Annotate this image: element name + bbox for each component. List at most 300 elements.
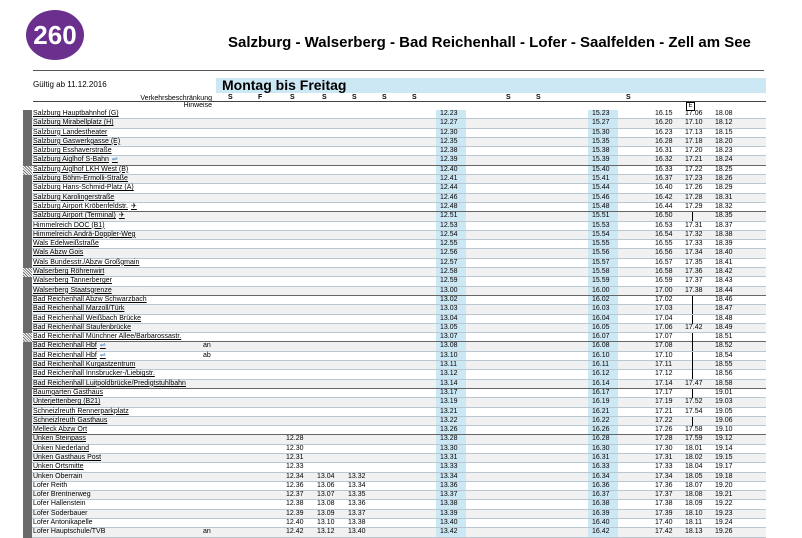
- airport-icon: ✈: [130, 202, 137, 210]
- zone-strip: [23, 445, 32, 454]
- departure-time: 19.01: [715, 388, 733, 396]
- departure-time: 17.12: [655, 370, 673, 378]
- departure-time: 18.24: [715, 156, 733, 164]
- stop-name: Wals Abzw Gois: [33, 249, 84, 257]
- departure-time: 17.28: [685, 193, 703, 201]
- table-row: [23, 212, 766, 221]
- table-row: [23, 482, 766, 491]
- stop-name: Salzburg Airport Kröbenfeldstr. ✈: [33, 202, 137, 210]
- restriction-code: S: [290, 94, 295, 101]
- departure-time: 12.42: [286, 528, 304, 536]
- stop-name: Salzburg Airport (Terminal) ✈: [33, 212, 125, 220]
- departure-time: 15.23: [592, 110, 610, 117]
- table-row: [23, 129, 766, 138]
- stop-name: Salzburg Esshaverstraße: [33, 147, 112, 155]
- departure-time: 13.31: [440, 453, 458, 461]
- zone-strip: [23, 259, 32, 268]
- stop-name: Bad Reichenhall Kurgastzentrum: [33, 361, 136, 369]
- departure-time: 18.54: [715, 351, 733, 359]
- table-row: [23, 231, 766, 240]
- departure-time: 13.19: [440, 398, 458, 406]
- departure-time: 17.20: [685, 147, 703, 155]
- stop-name: Bad Reichenhall Hbf ⇌: [33, 342, 106, 350]
- departure-time: 18.41: [715, 258, 733, 266]
- departure-time: 15.54: [592, 230, 610, 238]
- departure-time: 13.14: [440, 379, 458, 387]
- departure-time: 18.40: [715, 249, 733, 257]
- departure-time: 17.29: [685, 202, 703, 210]
- table-row: [23, 463, 766, 472]
- zone-strip: [23, 268, 32, 277]
- departure-time: 15.38: [592, 147, 610, 155]
- stop-name: Salzburg Hauptbahnhof (G): [33, 110, 119, 117]
- departure-time: 18.13: [685, 528, 703, 536]
- table-row: [23, 166, 766, 175]
- departure-time: 13.38: [348, 519, 366, 527]
- table-row: [23, 445, 766, 454]
- zone-strip: [23, 519, 32, 528]
- no-stop-line: [692, 352, 693, 361]
- stop-name: Unken Steinpass: [33, 435, 86, 443]
- departure-time: 19.05: [715, 407, 733, 415]
- stop-name: Salzburg Karolingerstraße: [33, 193, 115, 201]
- departure-time: 12.58: [440, 268, 458, 276]
- departure-time: 18.38: [715, 230, 733, 238]
- departure-time: 16.23: [655, 128, 673, 136]
- restriction-code: S: [626, 94, 631, 101]
- departure-time: 19.12: [715, 435, 733, 443]
- departure-time: 12.33: [286, 463, 304, 471]
- departure-time: 17.13: [685, 128, 703, 136]
- departure-time: 12.57: [440, 258, 458, 266]
- departure-time: 16.42: [592, 528, 610, 536]
- stop-name: Lofer Reith: [33, 481, 68, 489]
- departure-time: 17.26: [655, 426, 673, 434]
- departure-time: 16.14: [592, 379, 610, 387]
- departure-time: 12.48: [440, 202, 458, 210]
- departure-time: 13.37: [348, 509, 366, 517]
- no-stop-line: [692, 305, 693, 314]
- departure-time: 18.04: [685, 463, 703, 471]
- valid-from: Gültig ab 11.12.2016: [33, 80, 107, 89]
- departure-time: 13.08: [440, 342, 458, 350]
- departure-time: 13.02: [440, 295, 458, 303]
- no-stop-line: [692, 389, 693, 398]
- departure-time: 18.37: [715, 221, 733, 229]
- departure-time: 17.38: [655, 500, 673, 508]
- departure-time: 12.56: [440, 249, 458, 257]
- stop-name: Salzburg Böhm-Ermolli-Straße: [33, 175, 128, 183]
- zone-strip: [23, 491, 32, 500]
- stop-name: Schneizlreuth Gasthaus: [33, 416, 108, 424]
- table-row: [23, 342, 766, 351]
- airport-icon: ✈: [118, 212, 125, 220]
- departure-time: 13.11: [440, 361, 457, 369]
- restriction-code: S: [228, 94, 233, 101]
- stop-name: Baumgarten Gasthaus: [33, 388, 104, 396]
- zone-strip: [23, 482, 32, 491]
- departure-time: 13.39: [440, 509, 458, 517]
- departure-time: 16.42: [655, 193, 673, 201]
- departure-time: 12.30: [440, 128, 458, 136]
- departure-time: 16.28: [592, 435, 610, 443]
- stop-name: Schneizlreuth Rennerparkplatz: [33, 407, 129, 415]
- departure-time: 17.02: [655, 295, 673, 303]
- departure-time: 18.46: [715, 295, 733, 303]
- departure-time: 13.32: [348, 472, 366, 480]
- table-row: [23, 398, 766, 407]
- departure-time: 19.24: [715, 519, 733, 527]
- departure-time: 17.34: [685, 249, 703, 257]
- departure-time: 16.37: [592, 491, 610, 499]
- stop-name: Lofer Hauptschule/TVB: [33, 528, 106, 536]
- no-stop-line: [692, 342, 693, 351]
- departure-time: 13.07: [317, 491, 335, 499]
- departure-time: 12.28: [286, 435, 304, 443]
- table-row: [23, 500, 766, 509]
- departure-time: 17.36: [655, 481, 673, 489]
- departure-time: 13.37: [440, 491, 458, 499]
- departure-time: 16.00: [592, 286, 610, 294]
- notes-header: Hinweise: [183, 102, 212, 109]
- zone-strip: [23, 222, 32, 231]
- departure-time: 15.56: [592, 249, 610, 257]
- departure-time: 16.36: [592, 481, 610, 489]
- departure-time: 15.44: [592, 184, 610, 192]
- route-title: Salzburg - Walserberg - Bad Reichenhall - Lofer - Saalfelden - Zell am See: [228, 34, 751, 51]
- zone-strip: [23, 370, 32, 379]
- zone-strip: [23, 361, 32, 370]
- departure-time: 17.08: [655, 342, 673, 350]
- zone-strip: [23, 138, 32, 147]
- departure-time: 18.05: [685, 472, 703, 480]
- zone-strip: [23, 277, 32, 286]
- table-row: [23, 389, 766, 398]
- departure-time: 13.34: [348, 481, 366, 489]
- table-row: [23, 380, 766, 389]
- departure-time: 15.46: [592, 193, 610, 201]
- departure-time: 16.31: [655, 147, 673, 155]
- stop-name: Salzburg Landestheater: [33, 128, 108, 136]
- departure-time: 12.23: [440, 110, 458, 117]
- departure-time: 18.35: [715, 212, 733, 220]
- departure-time: 17.58: [685, 426, 703, 434]
- departure-time: 18.29: [715, 184, 733, 192]
- departure-time: 17.36: [685, 268, 703, 276]
- departure-time: 16.28: [655, 137, 673, 145]
- departure-time: 16.54: [655, 230, 673, 238]
- departure-time: 12.38: [286, 500, 304, 508]
- zone-strip: [23, 315, 32, 324]
- departure-time: 12.39: [440, 156, 458, 164]
- departure-time: 13.12: [317, 528, 335, 536]
- table-row: [23, 491, 766, 500]
- departure-time: 16.10: [592, 351, 610, 359]
- departure-time: 13.22: [440, 416, 458, 424]
- stop-name: Himmelreich DOC (B1): [33, 221, 105, 229]
- table-row: [23, 203, 766, 212]
- table-row: [23, 268, 766, 277]
- departure-time: 17.39: [655, 509, 673, 517]
- departure-time: 17.00: [655, 286, 673, 294]
- departure-time: 19.06: [715, 416, 733, 424]
- table-row: [23, 510, 766, 519]
- header-rule: [33, 70, 764, 71]
- departure-time: 13.40: [440, 519, 458, 527]
- stop-name: Wals Edelweißstraße: [33, 240, 99, 248]
- zone-strip: [23, 296, 32, 305]
- table-row: [23, 361, 766, 370]
- stop-name: Bad Reichenhall Hbf ⇌: [33, 351, 106, 359]
- departure-time: 18.23: [715, 147, 733, 155]
- departure-time: 13.17: [440, 388, 458, 396]
- stop-name: Salzburg Mirabellplatz (H): [33, 119, 114, 127]
- departure-time: 12.27: [440, 119, 458, 127]
- departure-time: 19.21: [715, 491, 733, 499]
- zone-strip: [23, 305, 32, 314]
- departure-time: 12.53: [440, 221, 458, 229]
- table-row: [23, 370, 766, 379]
- departure-time: 13.38: [440, 500, 458, 508]
- stop-name: Walserberg Tannerberger: [33, 277, 112, 285]
- departure-time: 18.39: [715, 240, 733, 248]
- table-row: [23, 324, 766, 333]
- departure-time: 18.25: [715, 165, 733, 173]
- departure-time: 18.12: [715, 119, 733, 127]
- departure-time: 18.52: [715, 342, 733, 350]
- table-row: [23, 333, 766, 342]
- no-stop-line: [692, 333, 693, 342]
- departure-time: 17.37: [685, 277, 703, 285]
- zone-strip: [23, 463, 32, 472]
- stop-name: Lofer Antonikapelle: [33, 519, 93, 527]
- departure-time: 13.10: [440, 351, 458, 359]
- zone-strip: [23, 408, 32, 417]
- no-stop-line: [692, 370, 693, 379]
- stop-name: Lofer Hallenstein: [33, 500, 86, 508]
- departure-time: 12.46: [440, 193, 458, 201]
- table-row: [23, 110, 766, 119]
- departure-time: 19.15: [715, 453, 733, 461]
- departure-time: 18.08: [715, 110, 733, 117]
- departure-time: 17.06: [685, 110, 703, 117]
- departure-time: 13.09: [317, 509, 335, 517]
- stop-name: Salzburg Gaswerkgasse (E): [33, 137, 121, 145]
- stop-name: Bad Reichenhall Staufenbrücke: [33, 323, 132, 331]
- departure-time: 16.40: [655, 184, 673, 192]
- restriction-code: S: [412, 94, 417, 101]
- departure-time: 13.12: [440, 370, 458, 378]
- zone-strip: [23, 352, 32, 361]
- stop-name: Salzburg Hans-Schmid-Platz (A): [33, 184, 134, 192]
- departure-time: 16.02: [592, 295, 610, 303]
- restriction-header: Verkehrsbeschränkung: [140, 95, 212, 102]
- departure-time: 18.51: [715, 333, 733, 341]
- departure-time: 15.58: [592, 268, 610, 276]
- departure-time: 13.06: [317, 481, 335, 489]
- departure-time: 12.38: [440, 147, 458, 155]
- departure-time: 18.20: [715, 137, 733, 145]
- departure-time: 16.40: [592, 519, 610, 527]
- departure-time: 17.26: [685, 184, 703, 192]
- departure-time: 13.26: [440, 426, 458, 434]
- departure-time: 17.31: [685, 221, 703, 229]
- zone-strip: [23, 166, 32, 175]
- s-bahn-icon: ⇌: [99, 351, 106, 359]
- zone-strip: [23, 342, 32, 351]
- table-row: [23, 147, 766, 156]
- departure-time: 13.03: [440, 305, 458, 313]
- departure-time: 15.53: [592, 221, 610, 229]
- stop-name: Wals Bundesstr./Abzw Großgmain: [33, 258, 140, 266]
- departure-time: 18.01: [685, 444, 703, 452]
- departure-time: 17.21: [685, 156, 703, 164]
- departure-time: 18.58: [715, 379, 733, 387]
- departure-time: 16.26: [592, 426, 610, 434]
- restriction-code: S: [382, 94, 387, 101]
- departure-time: 17.11: [655, 361, 672, 369]
- zone-strip: [23, 389, 32, 398]
- timetable: [23, 110, 766, 538]
- departure-time: 13.35: [348, 491, 366, 499]
- departure-time: 19.10: [715, 426, 733, 434]
- departure-time: 12.39: [286, 509, 304, 517]
- table-row: [23, 473, 766, 482]
- departure-time: 18.55: [715, 361, 733, 369]
- departure-time: 15.55: [592, 240, 610, 248]
- zone-strip: [23, 129, 32, 138]
- departure-time: 12.37: [286, 491, 304, 499]
- departure-time: 12.59: [440, 277, 458, 285]
- departure-time: 12.55: [440, 240, 458, 248]
- no-stop-line: [692, 417, 693, 426]
- zone-strip: [23, 454, 32, 463]
- no-stop-line: [692, 361, 693, 370]
- departure-time: 16.34: [592, 472, 610, 480]
- no-stop-line: [692, 212, 693, 221]
- departure-time: 18.26: [715, 175, 733, 183]
- departure-time: 18.42: [715, 268, 733, 276]
- departure-time: 18.32: [715, 202, 733, 210]
- zone-strip: [23, 156, 32, 165]
- departure-time: 13.00: [440, 286, 458, 294]
- departure-time: 13.28: [440, 435, 458, 443]
- table-row: [23, 194, 766, 203]
- departure-time: 16.55: [655, 240, 673, 248]
- zone-strip: [23, 212, 32, 221]
- departure-time: 12.30: [286, 444, 304, 452]
- departure-time: 15.41: [592, 175, 610, 183]
- departure-time: 16.11: [592, 361, 609, 369]
- table-row: [23, 417, 766, 426]
- table-row: [23, 454, 766, 463]
- departure-time: 16.30: [592, 444, 610, 452]
- departure-time: 17.07: [655, 333, 673, 341]
- zone-strip: [23, 528, 32, 537]
- table-row: [23, 408, 766, 417]
- departure-time: 17.33: [655, 463, 673, 471]
- departure-time: 16.21: [592, 407, 610, 415]
- arrival-departure-marker: an: [203, 342, 211, 350]
- table-row: [23, 277, 766, 286]
- arrival-departure-marker: an: [203, 528, 211, 536]
- restriction-code: F: [258, 94, 263, 101]
- departure-time: 17.35: [685, 258, 703, 266]
- stop-name: Bad Reichenhall Innsbrucker-/Liebigstr.: [33, 370, 155, 378]
- zone-strip: [23, 147, 32, 156]
- departure-time: 16.07: [592, 333, 610, 341]
- departure-time: 18.31: [715, 193, 733, 201]
- departure-time: 13.36: [440, 481, 458, 489]
- departure-time: 12.51: [440, 212, 458, 220]
- departure-time: 18.08: [685, 491, 703, 499]
- stop-name: Unken Niederland: [33, 444, 90, 452]
- zone-strip: [23, 287, 32, 296]
- departure-time: 17.22: [655, 416, 673, 424]
- departure-time: 18.02: [685, 453, 703, 461]
- departure-time: 16.32: [655, 156, 673, 164]
- departure-time: 16.05: [592, 323, 610, 331]
- departure-time: 15.48: [592, 202, 610, 210]
- table-row: [23, 352, 766, 361]
- departure-time: 17.21: [655, 407, 673, 415]
- departure-time: 17.37: [655, 491, 673, 499]
- departure-time: 17.31: [655, 453, 673, 461]
- departure-time: 13.30: [440, 444, 458, 452]
- departure-time: 16.03: [592, 305, 610, 313]
- table-row: [23, 435, 766, 444]
- departure-time: 17.10: [685, 119, 703, 127]
- departure-time: 16.20: [655, 119, 673, 127]
- departure-time: 12.44: [440, 184, 458, 192]
- departure-time: 12.54: [440, 230, 458, 238]
- zone-strip: [23, 380, 32, 389]
- arrival-departure-marker: ab: [203, 351, 211, 359]
- no-stop-line: [692, 315, 693, 324]
- stop-name: Melleck Abzw Ort: [33, 426, 88, 434]
- departure-time: 17.18: [685, 137, 703, 145]
- table-row: [23, 305, 766, 314]
- route-number-badge: 260: [26, 10, 84, 60]
- departure-time: 17.42: [685, 323, 703, 331]
- s-bahn-icon: ⇌: [99, 342, 106, 350]
- stop-name: Walserberg Röhrenwirt: [33, 268, 105, 276]
- departure-time: 17.30: [655, 444, 673, 452]
- table-row: [23, 240, 766, 249]
- departure-time: 15.57: [592, 258, 610, 266]
- departure-time: 12.31: [286, 453, 304, 461]
- departure-time: 15.27: [592, 119, 610, 127]
- departure-time: 19.18: [715, 472, 733, 480]
- stop-name: Unken Oberrain: [33, 472, 83, 480]
- departure-time: 12.40: [286, 519, 304, 527]
- departure-time: 12.35: [440, 137, 458, 145]
- table-row: [23, 287, 766, 296]
- departure-time: 13.08: [317, 500, 335, 508]
- zone-strip: [23, 324, 32, 333]
- table-row: [23, 119, 766, 128]
- departure-time: 16.33: [592, 463, 610, 471]
- departure-time: 15.30: [592, 128, 610, 136]
- departure-time: 16.58: [655, 268, 673, 276]
- departure-time: 13.42: [440, 528, 458, 536]
- zone-strip: [23, 231, 32, 240]
- departure-time: 18.48: [715, 314, 733, 322]
- departure-time: 15.40: [592, 165, 610, 173]
- table-row: [23, 249, 766, 258]
- departure-time: 18.49: [715, 323, 733, 331]
- departure-time: 16.57: [655, 258, 673, 266]
